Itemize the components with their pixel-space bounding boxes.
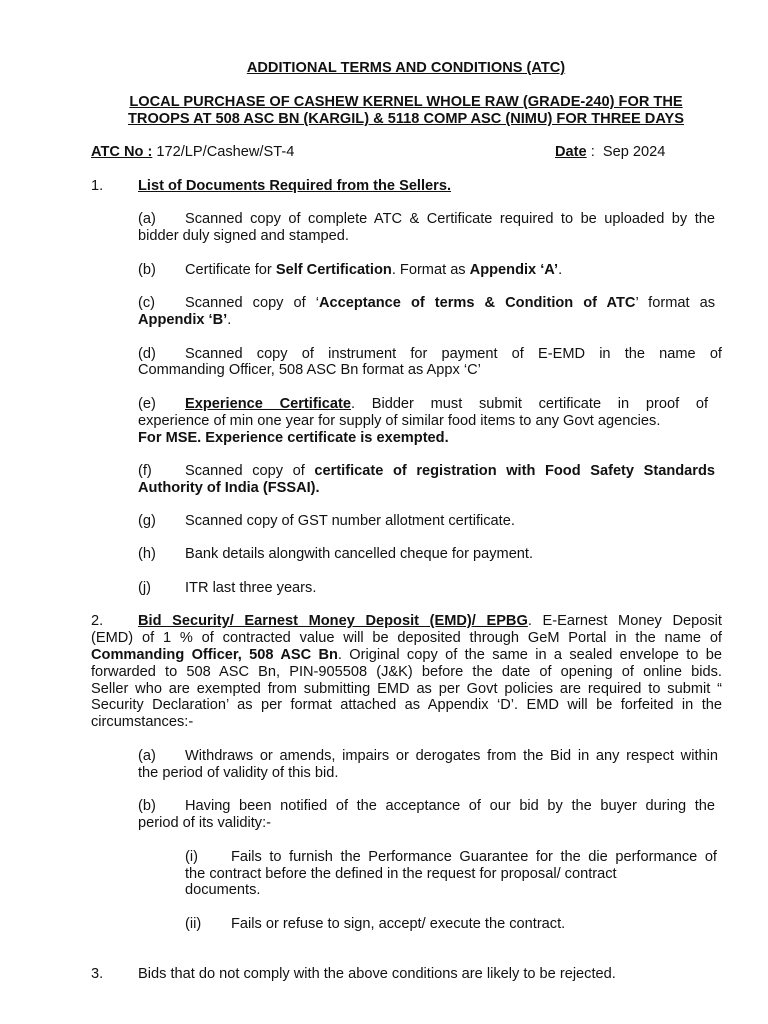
subtitle-line-2: TROOPS AT 508 ASC BN (KARGIL) & 5118 COMP ASC (NIMU) FOR THREE DAYS [128, 111, 684, 127]
section-2-line6: Security Declaration’ as per format attached as Appendix ‘D’. EMD will be forfeited in the [91, 697, 722, 713]
item-2b-i-line1: Fails to furnish the Performance Guarantee for the die performance of [231, 849, 717, 865]
item-1d-line1: Scanned copy of instrument for payment of E-EMD in the name of [185, 346, 722, 362]
section-2-line2: (EMD) of 1 % of contracted value will be deposited through GeM Portal in the name of [91, 630, 722, 646]
item-1h-label: (h) [138, 546, 156, 562]
item-2b-line2: period of its validity:- [138, 815, 272, 831]
atc-number-value: 172/LP/Cashew/ST-4 [152, 144, 295, 160]
item-1b-label: (b) [138, 262, 156, 278]
item-1d-label: (d) [138, 346, 156, 362]
item-1h-text: Bank details alongwith cancelled cheque for payment. [185, 546, 534, 562]
item-2b-i-line3: documents. [185, 882, 261, 898]
document-title: ADDITIONAL TERMS AND CONDITIONS (ATC) [246, 60, 566, 76]
item-2b-ii-text: Fails or refuse to sign, accept/ execute the contract. [231, 916, 566, 932]
item-1c-line1: Scanned copy of ‘Acceptance of terms & Condition of ATC’ format as [185, 295, 715, 311]
item-2a-line2: the period of validity of this bid. [138, 765, 339, 781]
item-1e-line1: Experience Certificate. Bidder must submit certificate in proof of [185, 396, 708, 412]
item-2a-line1: Withdraws or amends, impairs or derogates from the Bid in any respect within [185, 748, 718, 764]
atc-number-line [91, 144, 294, 160]
item-2a-label: (a) [138, 748, 156, 764]
section-2-line1: Bid Security/ Earnest Money Deposit (EMD)/ EPBG. E-Earnest Money Deposit [138, 613, 722, 629]
item-2b-line1: Having been notified of the acceptance of our bid by the buyer during the [185, 798, 715, 814]
atc-number-label: ATC No : [91, 144, 153, 160]
section-2-line4: forwarded to 508 ASC Bn, PIN-905508 (J&K) before the date of opening of online bids. [91, 664, 722, 680]
section-2-number: 2. [91, 613, 104, 629]
section-2-line3: Commanding Officer, 508 ASC Bn. Original copy of the same in a sealed envelope to be [91, 647, 722, 663]
item-1j-text: ITR last three years. [185, 580, 317, 596]
item-1f-label: (f) [138, 463, 152, 479]
section-2-heading: Bid Security/ Earnest Money Deposit (EMD)/ EPBG [138, 613, 528, 629]
item-2b-label: (b) [138, 798, 156, 814]
atc-date-line: Date : Sep 2024 [555, 144, 666, 160]
item-1e-label: (e) [138, 396, 156, 412]
item-1a-label: (a) [138, 211, 156, 227]
item-1a-line1: Scanned copy of complete ATC & Certificate required to be uploaded by the [185, 211, 715, 227]
item-1b-text: Certificate for Self Certification. Format as Appendix ‘A’. [185, 262, 563, 278]
item-1e-line2: experience of min one year for supply of similar food items to any Govt agencies. [138, 413, 661, 429]
item-1c-line2: Appendix ‘B’. [138, 312, 232, 328]
section-1-number: 1. [91, 178, 104, 194]
section-2-line7: circumstances:- [91, 714, 194, 730]
item-1g-label: (g) [138, 513, 156, 529]
item-1j-label: (j) [138, 580, 151, 596]
section-3-text: Bids that do not comply with the above conditions are likely to be rejected. [138, 966, 616, 982]
subtitle-line-1: LOCAL PURCHASE OF CASHEW KERNEL WHOLE RAW (GRADE-240) FOR THE [129, 94, 683, 110]
section-1-heading: List of Documents Required from the Sellers. [138, 178, 452, 194]
atc-date-label: Date [555, 144, 587, 160]
item-1f-line2: Authority of India (FSSAI). [138, 480, 320, 496]
item-1c-label: (c) [138, 295, 156, 311]
item-1g-text: Scanned copy of GST number allotment certificate. [185, 513, 515, 529]
item-1d-line2: Commanding Officer, 508 ASC Bn format as Appx ‘C’ [138, 362, 481, 378]
item-1e-line3: For MSE. Experience certificate is exempted. [138, 430, 449, 446]
item-2b-ii-label: (ii) [185, 916, 202, 932]
atc-date-value: Sep 2024 [602, 144, 666, 160]
section-3-number: 3. [91, 966, 104, 982]
section-2-line5: Seller who are exempted from submitting EMD as per Govt policies are required to submit “ [91, 681, 722, 697]
item-1f-line1: Scanned copy of certificate of registration with Food Safety Standards [185, 463, 715, 479]
item-2b-i-label: (i) [185, 849, 198, 865]
item-2b-i-line2: the contract before the defined in the request for proposal/ contract [185, 866, 617, 882]
item-1a-line2: bidder duly signed and stamped. [138, 228, 349, 244]
